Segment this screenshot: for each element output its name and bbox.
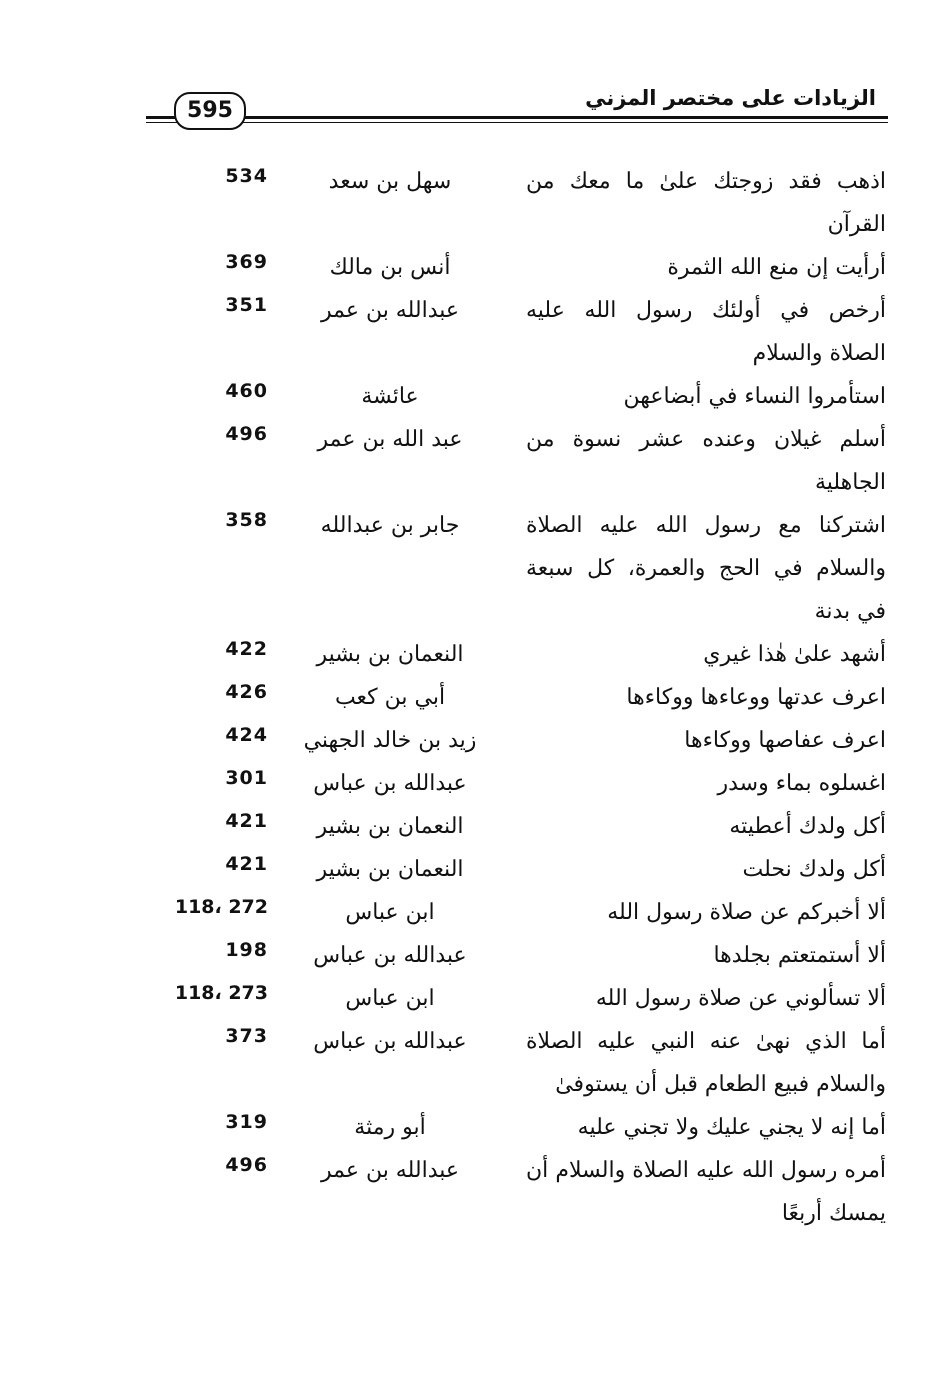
narrator-name: عائشة: [361, 384, 419, 409]
header-rule-thin: [146, 122, 888, 123]
narrator-name: ابن عباس: [345, 900, 435, 925]
page-number: 595: [174, 92, 246, 130]
header-rule-thick: [146, 116, 888, 119]
index-row: [150, 934, 886, 977]
narrator-name: عبدالله بن عباس: [313, 943, 467, 968]
index-row: [150, 504, 886, 633]
page-reference: 460: [225, 380, 268, 402]
page-reference: 369: [225, 251, 268, 273]
hadith-text: أشهد علىٰ هٰذا غيري: [703, 642, 886, 667]
hadith-text: اعرف عفاصها ووكاءها: [684, 728, 886, 753]
index-row: [150, 848, 886, 891]
page-reference: 319: [225, 1111, 268, 1133]
narrator-name: النعمان بن بشير: [316, 642, 464, 667]
narrator-name: ابن عباس: [345, 986, 435, 1011]
narrator-name: أنس بن مالك: [329, 255, 451, 280]
hadith-text: اعرف عدتها ووعاءها ووكاءها: [626, 685, 886, 710]
page-header: [146, 88, 888, 132]
hadith-text: أما الذي نهىٰ عنه النبي عليه الصلاة والسلام فبيع الطعام قبل أن يستوفىٰ: [526, 1029, 886, 1097]
narrator-name: عبدالله بن عمر: [320, 298, 460, 323]
hadith-text: اشتركنا مع رسول الله عليه الصلاة والسلام في الحج والعمرة، كل سبعة في بدنة: [526, 513, 886, 624]
hadith-text: أكل ولدك نحلت: [742, 857, 886, 882]
page-reference: 118، 273: [174, 982, 268, 1004]
narrator-name: أبو رمثة: [354, 1115, 426, 1140]
narrator-name: النعمان بن بشير: [316, 814, 464, 839]
page-reference: 422: [225, 638, 268, 660]
page-reference: 534: [225, 165, 268, 187]
page-reference: 496: [225, 423, 268, 445]
narrator-name: أبي بن كعب: [334, 685, 446, 710]
page-reference: 496: [225, 1154, 268, 1176]
hadith-text: أسلم غيلان وعنده عشر نسوة من الجاهلية: [526, 427, 886, 495]
page-reference: 373: [225, 1025, 268, 1047]
index-row: [150, 289, 886, 375]
hadith-text: ألا أخبركم عن صلاة رسول الله: [607, 900, 886, 925]
hadith-text: أما إنه لا يجني عليك ولا تجني عليه: [577, 1115, 886, 1140]
hadith-text: أكل ولدك أعطيته: [729, 814, 886, 839]
hadith-text: أرخص في أولئك رسول الله عليه الصلاة والسلام: [526, 298, 886, 366]
hadith-index-list: [150, 160, 886, 1235]
index-row: [150, 1149, 886, 1235]
index-row: [150, 676, 886, 719]
page-reference: 351: [225, 294, 268, 316]
page-reference: 426: [225, 681, 268, 703]
page-reference: 118، 272: [174, 896, 268, 918]
hadith-text: ألا أستمتعتم بجلدها: [713, 943, 886, 968]
hadith-text: اذهب فقد زوجتك علىٰ ما معك من القرآن: [526, 169, 886, 237]
narrator-name: عبدالله بن عباس: [313, 1029, 467, 1054]
narrator-name: النعمان بن بشير: [316, 857, 464, 882]
page-reference: 198: [225, 939, 268, 961]
index-row: [150, 160, 886, 246]
hadith-text: استأمروا النساء في أبضاعهن: [623, 384, 886, 409]
narrator-name: عبد الله بن عمر: [317, 427, 463, 452]
narrator-name: سهل بن سعد: [328, 169, 452, 194]
page-reference: 301: [225, 767, 268, 789]
index-row: [150, 375, 886, 418]
hadith-text: ألا تسألوني عن صلاة رسول الله: [595, 986, 886, 1011]
index-row: [150, 719, 886, 762]
index-row: [150, 762, 886, 805]
book-title: الزيادات على مختصر المزني: [581, 86, 880, 110]
page-reference: 358: [225, 509, 268, 531]
hadith-text: أرأيت إن منع الله الثمرة: [667, 255, 886, 280]
narrator-name: زيد بن خالد الجهني: [303, 728, 477, 753]
hadith-text: اغسلوه بماء وسدر: [717, 771, 886, 796]
hadith-text: أمره رسول الله عليه الصلاة والسلام أن يمسك أربعًا: [526, 1158, 886, 1226]
index-row: [150, 977, 886, 1020]
index-row: [150, 1106, 886, 1149]
narrator-name: جابر بن عبدالله: [320, 513, 460, 538]
page-reference: 421: [225, 853, 268, 875]
index-row: [150, 1020, 886, 1106]
page-reference: 421: [225, 810, 268, 832]
narrator-name: عبدالله بن عباس: [313, 771, 467, 796]
index-row: [150, 246, 886, 289]
index-row: [150, 418, 886, 504]
narrator-name: عبدالله بن عمر: [320, 1158, 460, 1183]
page-reference: 424: [225, 724, 268, 746]
index-row: [150, 633, 886, 676]
index-row: [150, 891, 886, 934]
index-row: [150, 805, 886, 848]
